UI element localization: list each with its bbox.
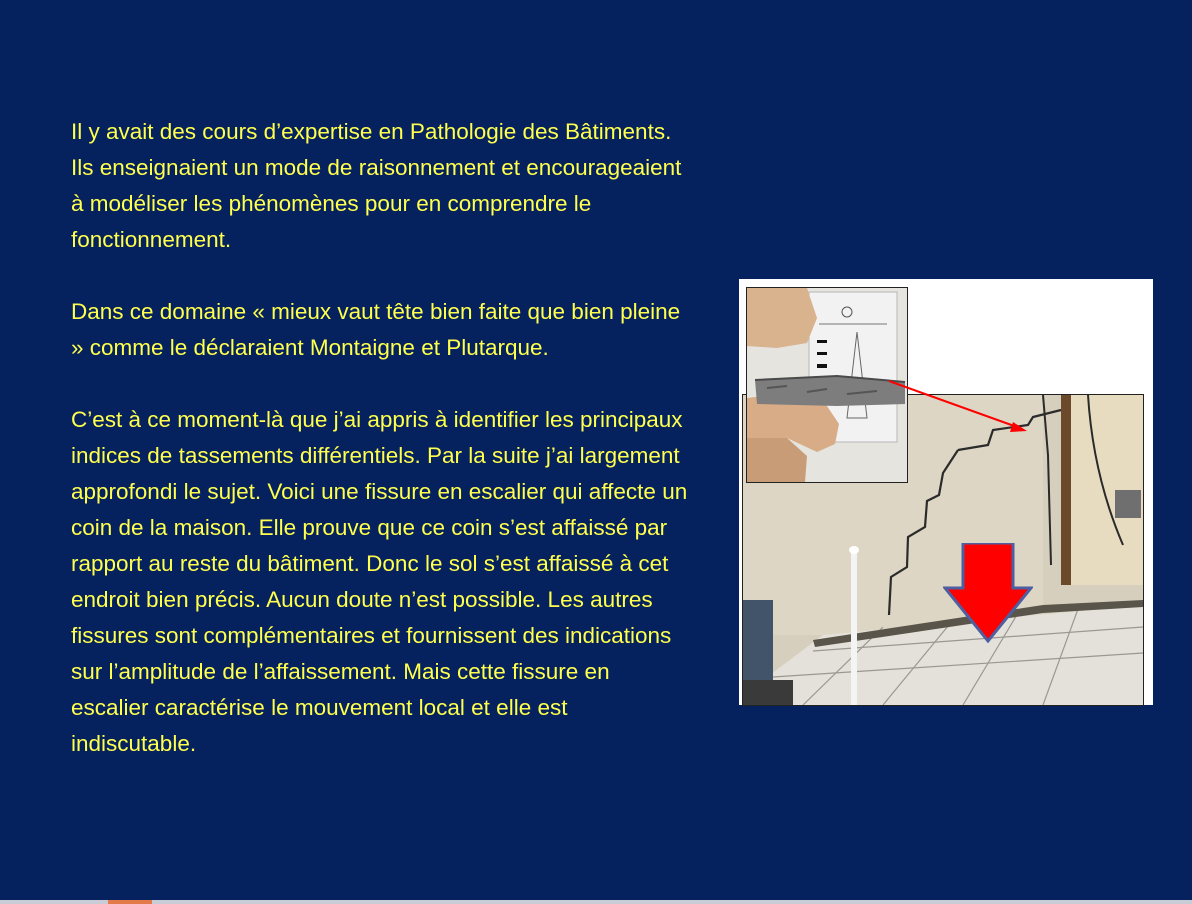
slide-text	[71, 114, 691, 798]
gauge-scene	[747, 288, 907, 482]
paragraph-3: C’est à ce moment-là que j’ai appris à identifier les principaux indices de tassements différentiels. Par la suite j’ai largement approfondi le sujet. Voici une fissure en escalier qui affecte un coin de la maison. Elle prouve que ce coin s’est affaissé par rapport au reste du bâtiment. Donc le sol s’est affaissé à cet endroit bien précis. Aucun doute n’est possible. Les autres fissures sont complémentaires et fournissent des indications sur l’amplitude de l’affaissement. Mais cette fissure en escalier caractérise le mouvement local et elle est indiscutable.	[71, 407, 688, 756]
bottom-bar-tab	[108, 900, 152, 904]
down-arrow-icon	[943, 543, 1033, 643]
figure-frame	[739, 279, 1153, 705]
paragraph-1: Il y avait des cours d’expertise en Pathologie des Bâtiments. Ils enseignaient un mode de raisonnement et encourageaient à modéliser les phénomènes pour en comprendre le fonctionnement.	[71, 119, 682, 252]
paragraph-2: Dans ce domaine « mieux vaut tête bien faite que bien pleine » comme le déclaraient Montaigne et Plutarque.	[71, 299, 681, 360]
bottom-scroll-bar	[0, 900, 1192, 904]
crack-width-gauge-photo	[746, 287, 908, 483]
